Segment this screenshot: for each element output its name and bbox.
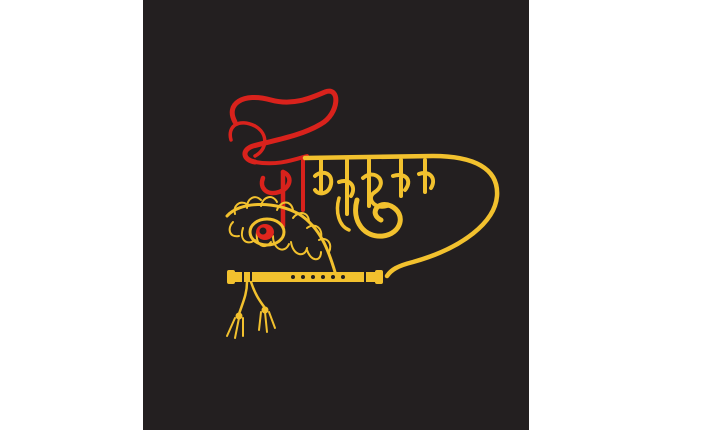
radha-krishna-logo bbox=[143, 0, 529, 430]
art-panel bbox=[143, 0, 529, 430]
tassel-icon bbox=[227, 282, 275, 338]
peacock-feather-icon bbox=[227, 197, 335, 272]
